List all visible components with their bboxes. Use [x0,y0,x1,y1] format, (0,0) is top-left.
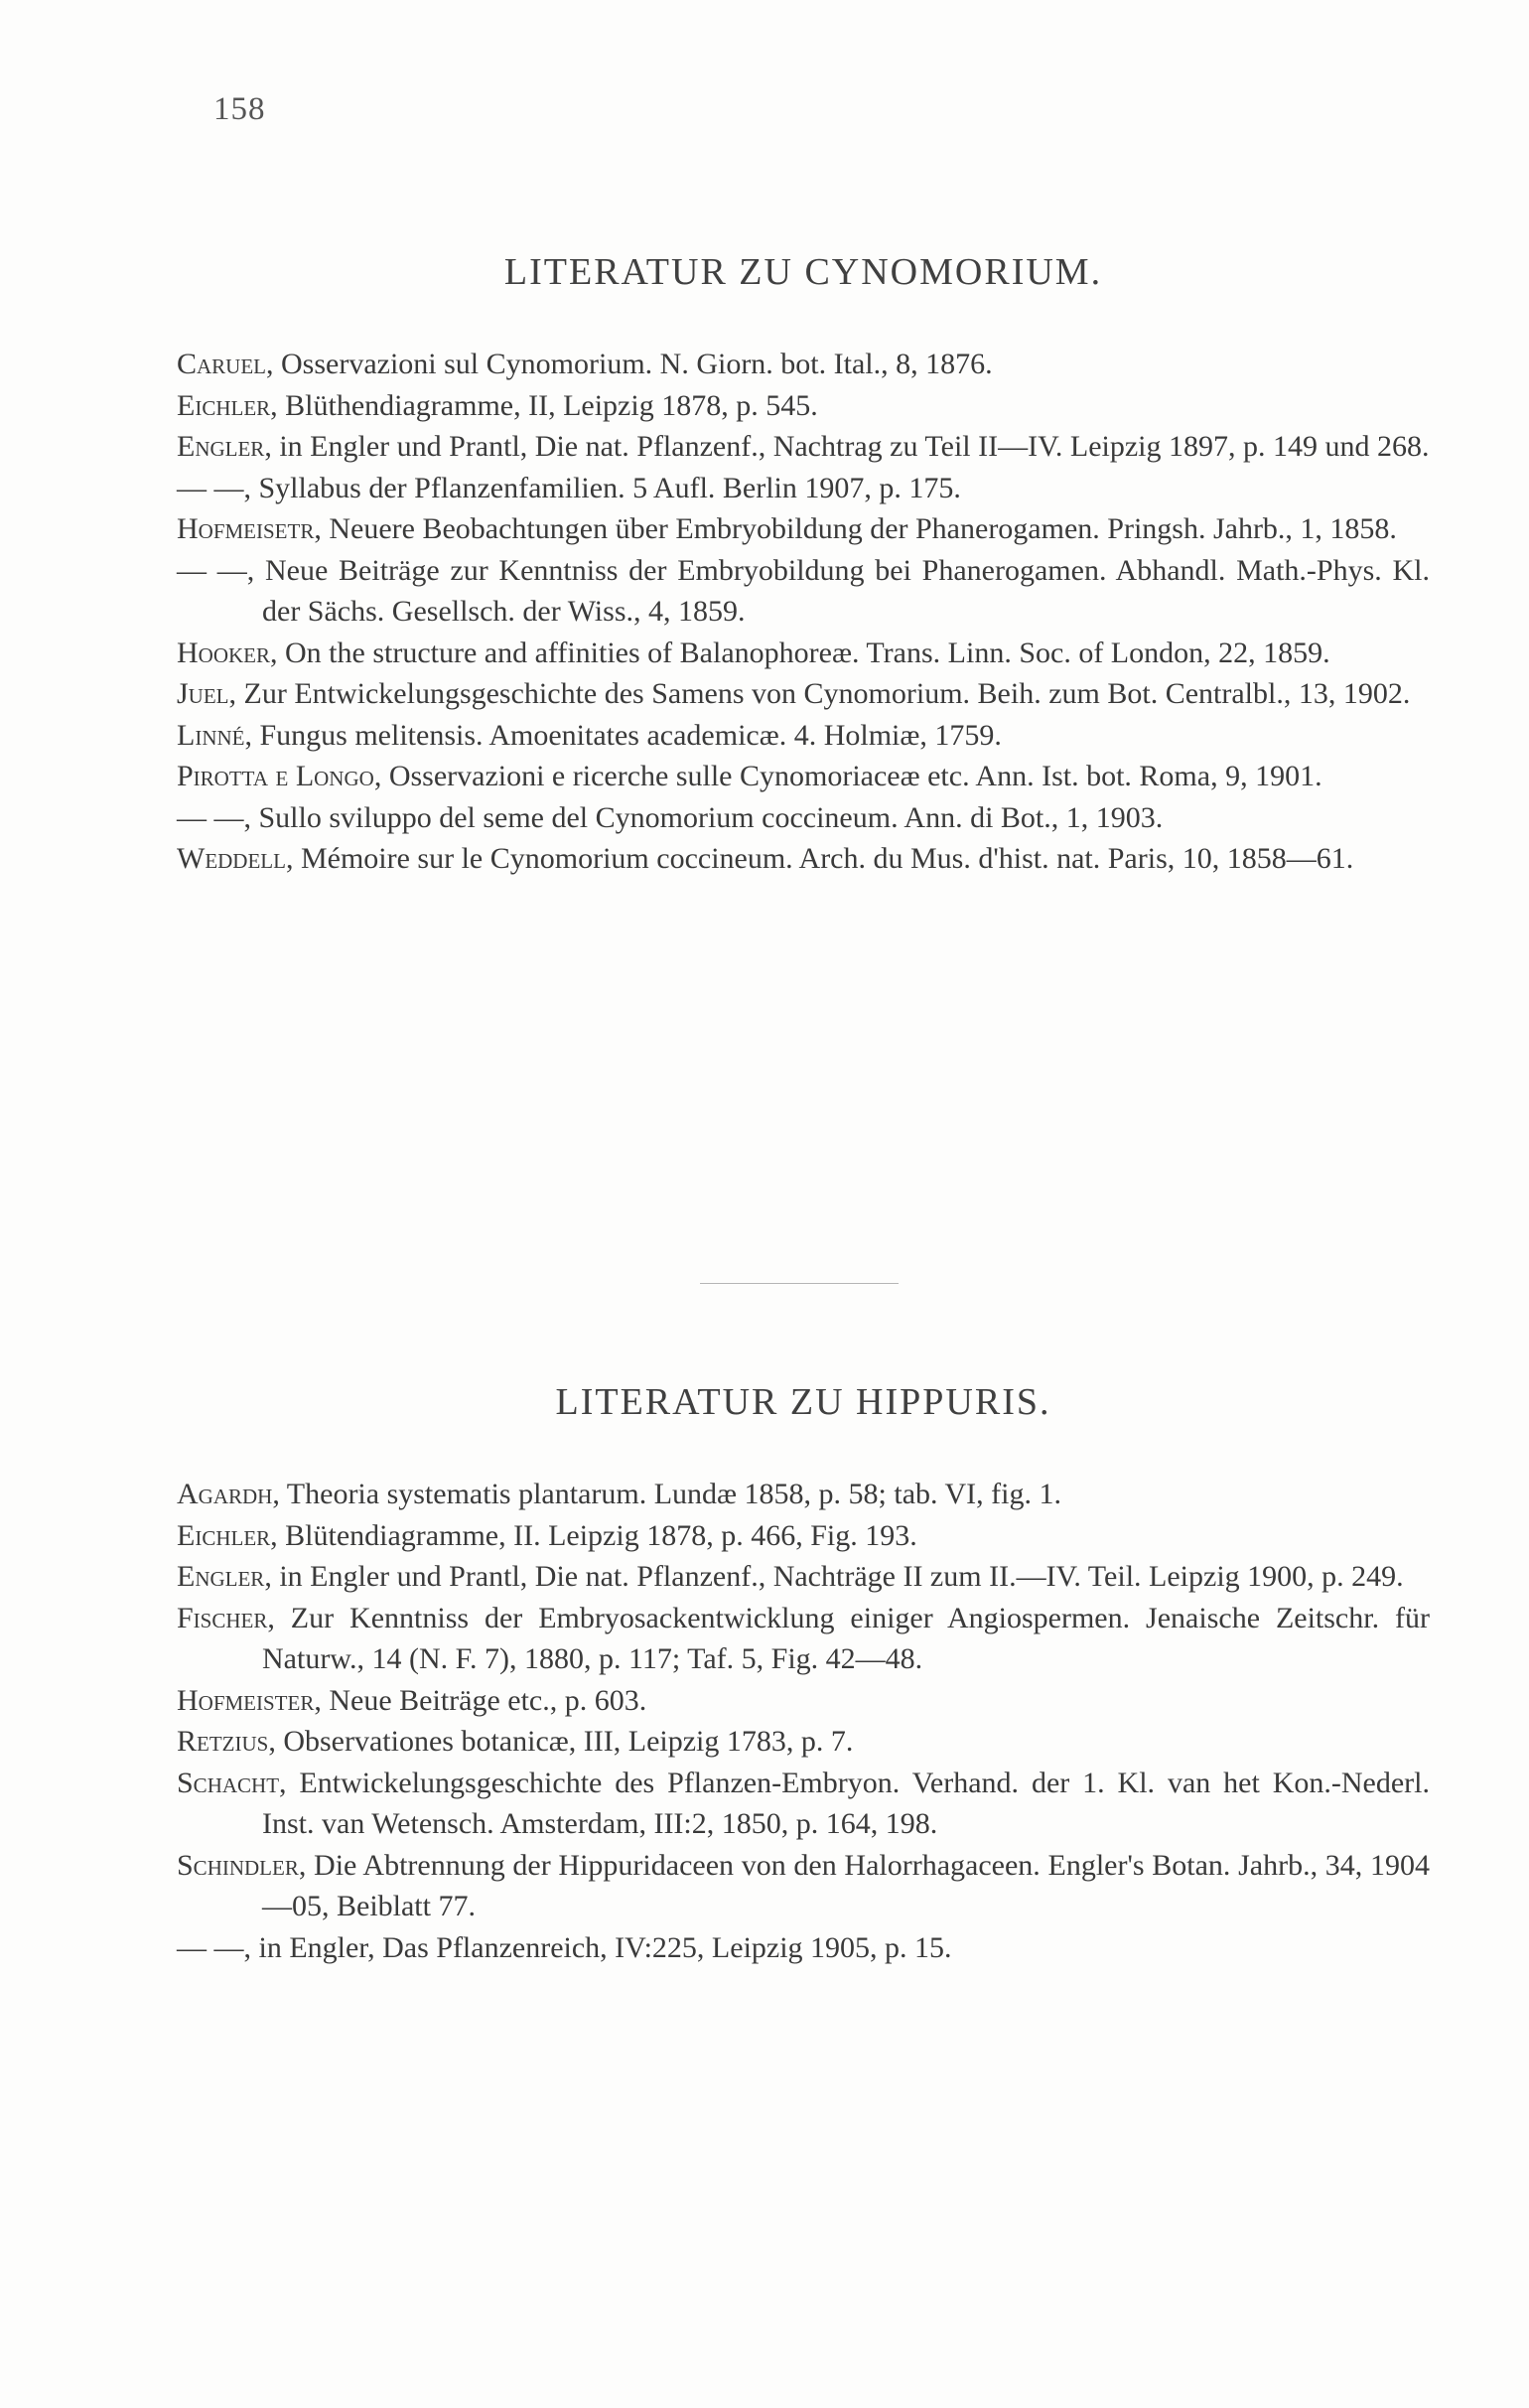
entry-text: , Neue Beiträge etc., p. 603. [314,1683,647,1717]
bibliography-entry [177,508,1430,550]
bibliography-entry [177,1680,1430,1722]
entry-author: Schacht [177,1766,280,1799]
entry-author: Eichler [177,1518,271,1552]
entry-text: , Sullo sviluppo del seme del Cynomorium coccineum. Ann. di Bot., 1, 1903. [243,800,1164,834]
entry-author: Caruel [177,348,267,380]
entry-text: , Observationes botanicæ, III, Leipzig 1783, p. 7. [268,1725,854,1758]
entry-text: , in Engler und Prantl, Die nat. Pflanzenf., Nachtrag zu Teil II—IV. Leipzig 1897, p. 149 und 268. [264,430,1430,463]
entry-author: — — [177,553,247,587]
entry-author: Hofmeister [177,1683,315,1717]
entry-author: Weddell [177,842,286,875]
bibliography-entry [177,1515,1430,1557]
bibliography-entry [177,838,1430,880]
bibliography-entry [177,756,1430,797]
entry-author: Linné [177,718,245,752]
entry-author: — — [177,1930,244,1964]
entry-text: , Neuere Beobachtungen über Embryobildung der Phanerogamen. Pringsh. Jahrb., 1, 1858. [314,512,1397,545]
entry-text: , Osservazioni sul Cynomorium. N. Giorn. bot. Ital., 8, 1876. [266,348,993,380]
page-number: 158 [213,91,266,127]
entry-text: , Blütendiagramme, II. Leipzig 1878, p. 466, Fig. 193. [270,1518,917,1552]
bibliography-entry [177,1598,1430,1680]
section-cynomorium [177,250,1430,880]
bibliography-entry [177,344,1430,385]
bibliography-list [177,344,1430,880]
section-hippuris [177,1380,1430,1968]
entry-author: Eichler [177,388,271,422]
bibliography-entry [177,715,1430,757]
bibliography-entry [177,1927,1430,1969]
bibliography-entry [177,550,1430,633]
entry-text: , Mémoire sur le Cynomorium coccineum. Arch. du Mus. d'hist. nat. Paris, 10, 1858—61. [285,842,1354,875]
entry-text: , Entwickelungsgeschichte des Pflanzen-Embryon. Verhand. der 1. Kl. van het Kon.-Nederl. Inst. van Wetensch. Amsterdam, III:2, 1850, p. 164, 198. [262,1766,1430,1840]
entry-author: Pirotta e Longo [177,760,374,792]
entry-author: — — [177,800,244,834]
entry-author: — — [177,471,244,504]
entry-author: Hooker [177,636,270,669]
entry-author: Retzius [177,1725,269,1758]
entry-text: , Neue Beiträge zur Kenntniss der Embryobildung bei Phanerogamen. Abhandl. Math.-Phys. Kl. der Sächs. Gesellsch. der Wiss., 4, 1859. [246,553,1431,628]
bibliography-entry [177,633,1430,674]
bibliography-list [177,1474,1430,1968]
section-divider [700,1283,899,1284]
entry-author: Schindler [177,1848,299,1882]
entry-text: , Blüthendiagramme, II, Leipzig 1878, p. 545. [270,388,818,422]
bibliography-entry [177,426,1430,468]
bibliography-entry [177,797,1430,839]
entry-author: Fischer [177,1601,268,1634]
bibliography-entry [177,1845,1430,1927]
entry-author: Agardh [177,1478,273,1510]
bibliography-entry [177,1721,1430,1763]
entry-text: , Osservazioni e ricerche sulle Cynomoriaceæ etc. Ann. Ist. bot. Roma, 9, 1901. [373,760,1322,792]
entry-text: , Syllabus der Pflanzenfamilien. 5 Aufl. Berlin 1907, p. 175. [243,471,961,504]
entry-text: , Zur Kenntniss der Embryosackentwicklung einiger Angiospermen. Jenaische Zeitschr. für Naturw., 14 (N. F. 7), 1880, p. 117; Taf. 5, Fig. 42—48. [262,1601,1430,1675]
entry-text: , in Engler, Das Pflanzenreich, IV:225, Leipzig 1905, p. 15. [243,1930,952,1964]
entry-author: Engler [177,430,265,463]
entry-text: , Theoria systematis plantarum. Lundæ 1858, p. 58; tab. VI, fig. 1. [272,1478,1061,1510]
entry-author: Juel [177,677,229,710]
bibliography-entry [177,1763,1430,1845]
entry-text: , Fungus melitensis. Amoenitates academicæ. 4. Holmiæ, 1759. [244,718,1002,752]
section-heading: LITERATUR ZU CYNOMORIUM. [503,251,1103,293]
entry-text: , in Engler und Prantl, Die nat. Pflanzenf., Nachträge II zum II.—IV. Teil. Leipzig 1900, p. 249. [264,1560,1404,1593]
bibliography-entry [177,673,1430,715]
bibliography-entry [177,1556,1430,1598]
entry-text: , On the structure and affinities of Balanophoreæ. Trans. Linn. Soc. of London, 22, 1859. [270,636,1330,669]
bibliography-entry [177,1474,1430,1515]
entry-text: , Zur Entwickelungsgeschichte des Samens von Cynomorium. Beih. zum Bot. Centralbl., 13, 1902. [228,677,1411,710]
entry-text: , Die Abtrennung der Hippuridaceen von den Halorrhagaceen. Engler's Botan. Jahrb., 34, 1904—05, Beiblatt 77. [262,1848,1430,1922]
bibliography-entry [177,385,1430,427]
section-heading: LITERATUR ZU HIPPURIS. [555,1381,1051,1423]
entry-author: Engler [177,1560,265,1593]
bibliography-entry [177,468,1430,509]
entry-author: Hofmeisetr [177,512,315,545]
